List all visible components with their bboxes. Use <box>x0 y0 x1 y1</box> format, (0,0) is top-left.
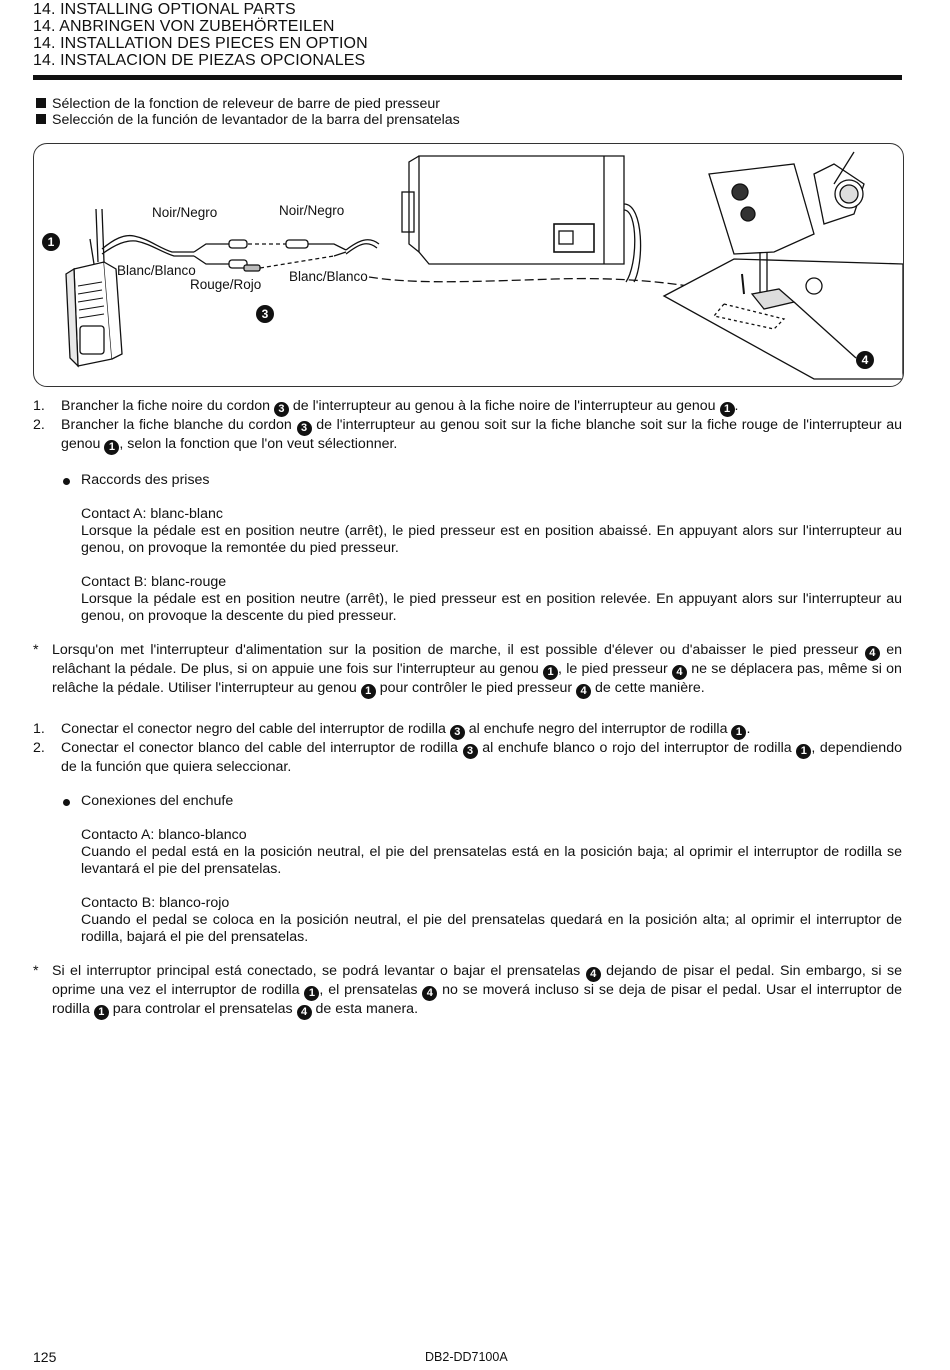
header-title-fr: 14. INSTALLATION DES PIECES EN OPTION <box>33 35 368 52</box>
ref-3-icon: 3 <box>450 725 465 740</box>
ref-1-icon: 1 <box>720 402 735 417</box>
bullet-dot-icon <box>63 478 70 485</box>
fr-note: * Lorsqu'on met l'interrupteur d'alimentation sur la position de marche, il est possible d'élever ou d'abaisser le pied presseur 4 en relâchant la pédale. De plus, si on appuie une fois sur l'interrupteur au genou 1 , le pied presseur 4 ne se déplacera pas, même si on relâche la pédale. Utiliser l'interrupteur au genou 1 pour contrôler le pied presseur 4 de cette manière. <box>33 642 902 697</box>
model-number: DB2-DD7100A <box>425 1350 508 1364</box>
fr-step-1: 1. Brancher la fiche noire du cordon 3 de l'interrupteur au genou à la fiche noire de l'interrupteur au genou 1 . <box>33 398 739 415</box>
es-note: * Si el interruptor principal está conectado, se podrá levantar o bajar el prensatelas 4 dejando de pisar el pedal. Sin embargo, si se oprime una vez el interruptor de rodilla 1 , el prensatelas 4 no se moverá incluso si se deja de pisar el pedal. Usar el interruptor de rodilla 1 para controlar el prensatelas 4 de esta manera. <box>33 963 902 1018</box>
page-header <box>33 1 903 69</box>
ref-4-icon: 4 <box>672 665 687 680</box>
es-step-1: 1. Conectar el conector negro del cable del interruptor de rodilla 3 al enchufe negro del interruptor de rodilla 1 . <box>33 721 751 738</box>
ref-4-icon: 4 <box>586 967 601 982</box>
sewing-machine-drawing <box>664 152 903 379</box>
ref-3-icon: 3 <box>463 744 478 759</box>
es-bullet: Conexiones del enchufe <box>33 793 902 810</box>
knee-switch-drawing <box>66 209 122 366</box>
fr-bullet: Raccords des prises <box>33 472 902 489</box>
ref-3-icon: 3 <box>274 402 289 417</box>
es-contact-b: Contacto B: blanco-rojo Cuando el pedal se coloca en la posición neutral, el pie del prensatelas quedará en la posición alta; al oprimir el interruptor de rodilla, bajará el pie del prensatelas. <box>81 895 902 945</box>
ref-1-icon: 1 <box>796 744 811 759</box>
ref-4-icon: 4 <box>422 986 437 1001</box>
ref-1-icon: 1 <box>94 1005 109 1020</box>
ref-4-icon: 4 <box>865 646 880 661</box>
ref-3-icon: 3 <box>297 421 312 436</box>
label-noir-negro-right: Noir/Negro <box>279 203 345 218</box>
wiring-illustration <box>33 143 904 387</box>
callout-4-icon: 4 <box>856 351 874 369</box>
es-step-2: 2. Conectar el conector blanco del cable del interruptor de rodilla 3 al enchufe blanco o rojo del interruptor de rodilla 1 , dependiendo de la función que quiera seleccionar. <box>33 740 902 775</box>
ref-1-icon: 1 <box>304 986 319 1001</box>
fr-step-2: 2. Brancher la fiche blanche du cordon 3 de l'interrupteur au genou soit sur la fiche blanche soit sur la fiche rouge de l'interrupteur au genou 1 , selon la fonction que l'on veut sélectionner. <box>33 417 902 453</box>
bullet-dot-icon <box>63 799 70 806</box>
ref-1-icon: 1 <box>361 684 376 699</box>
ref-1-icon: 1 <box>104 440 119 455</box>
ref-4-icon: 4 <box>576 684 591 699</box>
square-bullet-icon <box>36 98 46 108</box>
header-title-de: 14. ANBRINGEN VON ZUBEHÖRTEILEN <box>33 18 335 35</box>
subtitle-es: Selección de la función de levantador de la barra del prensatelas <box>36 112 460 128</box>
header-divider <box>33 75 902 80</box>
subtitle-fr: Sélection de la fonction de releveur de barre de pied presseur <box>36 96 460 112</box>
fr-contact-b: Contact B: blanc-rouge Lorsque la pédale est en position neutre (arrêt), le pied presseur est en position relevée. En appuyant alors sur l'interrupteur au genou, on provoque la descente du pied presseur. <box>81 574 902 624</box>
label-blanc-blanco-right: Blanc/Blanco <box>289 269 368 284</box>
label-rouge-rojo: Rouge/Rojo <box>190 277 262 292</box>
header-title-en: 14. INSTALLING OPTIONAL PARTS <box>33 1 296 18</box>
label-blanc-blanco-left: Blanc/Blanco <box>117 263 196 278</box>
control-box-drawing <box>402 156 641 282</box>
callout-3-icon: 3 <box>256 305 274 323</box>
header-title-es: 14. INSTALACION DE PIEZAS OPCIONALES <box>33 52 366 69</box>
ref-1-icon: 1 <box>543 665 558 680</box>
square-bullet-icon <box>36 114 46 124</box>
section-subtitle <box>36 96 460 128</box>
ref-4-icon: 4 <box>297 1005 312 1020</box>
callout-1-icon: 1 <box>42 233 60 251</box>
page-number: 125 <box>33 1349 57 1365</box>
label-noir-negro-left: Noir/Negro <box>152 205 218 220</box>
spanish-instructions <box>33 721 902 1020</box>
french-instructions <box>33 398 902 699</box>
fr-contact-a: Contact A: blanc-blanc Lorsque la pédale est en position neutre (arrêt), le pied presseur est en position abaissé. En appuyant alors sur l'interrupteur au genou, on provoque la remontée du pied presseur. <box>81 506 902 556</box>
ref-1-icon: 1 <box>731 725 746 740</box>
es-contact-a: Contacto A: blanco-blanco Cuando el pedal está en la posición neutral, el pie del prensatelas está en la posición baja; al oprimir el interruptor de rodilla se levantará el pie del prensatelas. <box>81 827 902 877</box>
